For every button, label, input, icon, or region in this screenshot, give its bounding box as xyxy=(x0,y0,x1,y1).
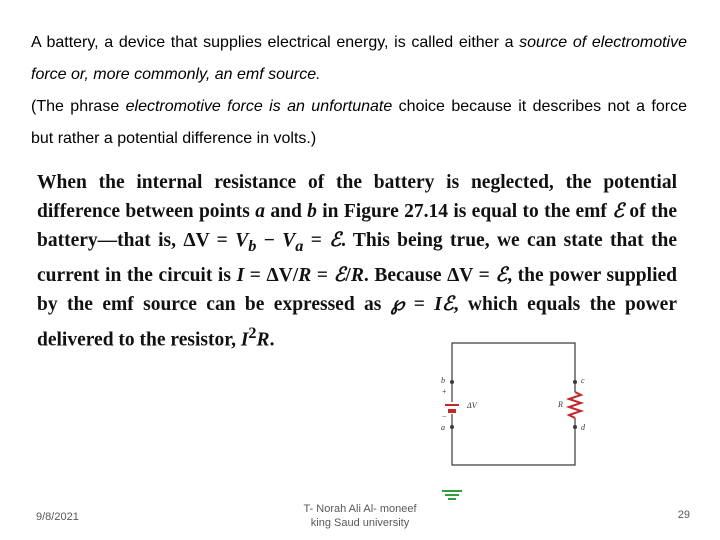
battery-symbol xyxy=(445,405,459,413)
excerpt-text: When the internal resistance of the battery is neglected, the potential difference between points xyxy=(37,172,677,222)
footer-university: king Saud university xyxy=(310,517,410,529)
emf-symbol: ℰ xyxy=(333,264,346,286)
node-label-a: a xyxy=(441,423,445,432)
excerpt-symbol: a xyxy=(255,201,265,222)
intro-text: choice because it describes not a force but rather a potential difference in volts.) xyxy=(31,98,688,147)
excerpt-text: = xyxy=(311,264,334,286)
excerpt-text: . Because ΔV = xyxy=(363,264,496,286)
resistor-symbol xyxy=(569,392,581,418)
intro-italic-text: electromotive force is an unfortunate xyxy=(125,98,393,115)
excerpt-text: / xyxy=(345,264,351,286)
intro-paragraph-2 xyxy=(31,91,687,155)
excerpt-text: , which equals the power delivered to the resistor, xyxy=(37,293,677,351)
emf-symbol: ℰ xyxy=(495,264,508,286)
intro-italic-text: source of electromotive force or, more commonly, an emf source. xyxy=(31,34,688,83)
textbook-excerpt xyxy=(37,168,677,354)
intro-text: (The phrase xyxy=(31,98,126,115)
excerpt-symbol: R xyxy=(298,264,312,286)
power-symbol: ℘ xyxy=(390,293,405,315)
excerpt-text: of the battery—that is, ΔV = xyxy=(37,201,677,251)
node-label-d: d xyxy=(581,423,585,432)
emf-symbol: ℰ xyxy=(441,293,454,315)
battery-minus-label: − xyxy=(442,412,447,421)
excerpt-text: . xyxy=(269,329,275,351)
excerpt-symbol: V xyxy=(282,230,296,251)
page-number: 29 xyxy=(677,509,690,521)
excerpt-text: . This being true, we can state that the current in the circuit is xyxy=(37,230,677,286)
footer-author-name: T- Norah Ali Al- moneef xyxy=(303,503,417,515)
excerpt-text: , the power supplied by the emf source can be expressed as xyxy=(37,264,677,315)
excerpt-subscript: b xyxy=(248,236,257,255)
intro-text: A battery, a device that supplies electrical energy, is called either a xyxy=(31,34,520,51)
excerpt-symbol: V xyxy=(235,230,249,251)
footer-author xyxy=(280,502,440,530)
node-label-b: b xyxy=(441,376,445,385)
excerpt-symbol: I xyxy=(240,329,249,351)
battery-plus-label: + xyxy=(442,387,447,396)
ground-icon xyxy=(442,491,462,499)
delta-v-label: ΔV xyxy=(467,401,477,410)
excerpt-text: in Figure 27.14 is equal to the emf xyxy=(316,201,613,222)
excerpt-subscript: a xyxy=(295,236,304,255)
node-label-c: c xyxy=(581,376,585,385)
excerpt-symbol: I xyxy=(434,293,442,315)
emf-symbol: ℰ xyxy=(329,230,342,251)
footer-date: 9/8/2021 xyxy=(36,511,79,523)
resistor-label: R xyxy=(558,400,563,409)
emf-symbol: ℰ xyxy=(612,201,625,222)
excerpt-text: and xyxy=(265,201,308,222)
circuit-diagram xyxy=(430,332,590,507)
excerpt-text: = xyxy=(303,230,330,251)
intro-paragraph-1 xyxy=(31,27,687,91)
excerpt-superscript: 2 xyxy=(248,323,257,342)
excerpt-text: = ΔV/ xyxy=(244,264,299,286)
excerpt-symbol: R xyxy=(350,264,364,286)
excerpt-symbol: b xyxy=(307,201,317,222)
excerpt-text: = xyxy=(404,293,435,315)
excerpt-symbol: R xyxy=(256,329,270,351)
excerpt-text: − xyxy=(256,230,283,251)
excerpt-symbol: I xyxy=(236,264,245,286)
